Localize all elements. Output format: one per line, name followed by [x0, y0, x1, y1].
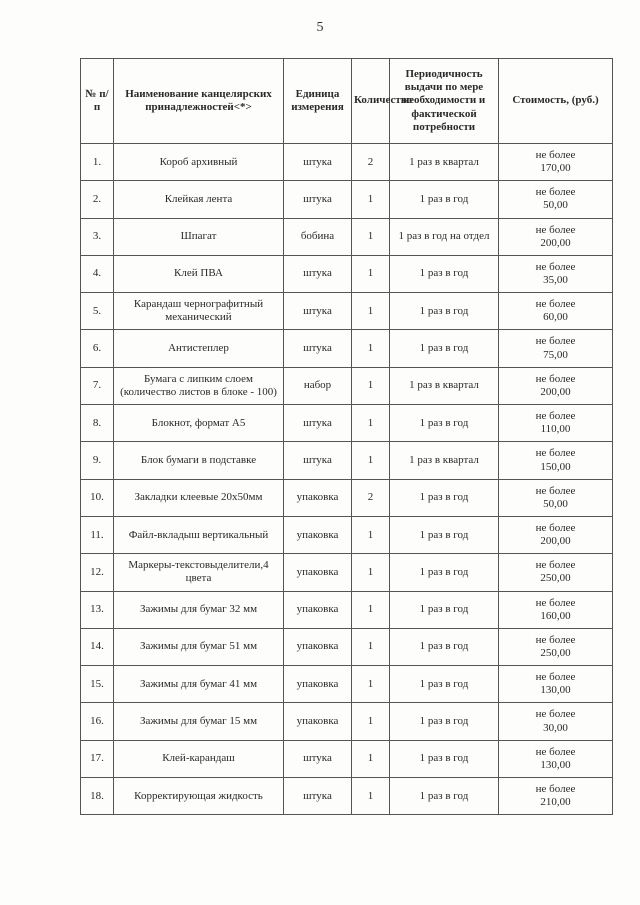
row-number-cell: 16.	[81, 703, 114, 740]
unit-cell: штука	[284, 740, 352, 777]
quantity-cell: 1	[352, 740, 390, 777]
cost-cell	[499, 778, 613, 815]
table-header-row	[81, 59, 613, 144]
row-number-cell: 7.	[81, 367, 114, 404]
cost-cell	[499, 367, 613, 404]
quantity-cell: 1	[352, 703, 390, 740]
cost-cell	[499, 181, 613, 218]
row-number-cell: 15.	[81, 666, 114, 703]
cost-prefix: не более	[535, 260, 576, 273]
cost-prefix: не более	[535, 223, 576, 236]
quantity-cell: 1	[352, 628, 390, 665]
cost-prefix: не более	[535, 596, 576, 609]
item-name-cell: Антистеплер	[114, 330, 284, 367]
table-row	[81, 330, 613, 367]
unit-cell: упаковка	[284, 554, 352, 591]
quantity-cell: 1	[352, 516, 390, 553]
unit-cell: штука	[284, 255, 352, 292]
periodicity-cell: 1 раз в квартал	[390, 144, 499, 181]
table-row	[81, 367, 613, 404]
item-name-cell: Закладки клеевые 20х50мм	[114, 479, 284, 516]
cost-cell	[499, 516, 613, 553]
table-row	[81, 591, 613, 628]
periodicity-cell: 1 раз в год	[390, 479, 499, 516]
row-number-cell: 1.	[81, 144, 114, 181]
page-number: 5	[316, 20, 324, 35]
unit-cell: штука	[284, 181, 352, 218]
row-number-cell: 2.	[81, 181, 114, 218]
header-name: Наименование канцелярских принадлежностей<*>	[114, 59, 284, 144]
periodicity-cell: 1 раз в год	[390, 740, 499, 777]
quantity-cell: 1	[352, 255, 390, 292]
cost-cell	[499, 405, 613, 442]
item-name-cell: Зажимы для бумаг 32 мм	[114, 591, 284, 628]
periodicity-cell: 1 раз в год на отдел	[390, 218, 499, 255]
row-number-cell: 11.	[81, 516, 114, 553]
periodicity-cell: 1 раз в год	[390, 255, 499, 292]
cost-value: 200,00	[540, 236, 571, 249]
table-row	[81, 479, 613, 516]
cost-prefix: не более	[535, 148, 576, 161]
item-name-cell: Шпагат	[114, 218, 284, 255]
quantity-cell: 1	[352, 442, 390, 479]
periodicity-cell: 1 раз в год	[390, 778, 499, 815]
header-unit: Единица измерения	[284, 59, 352, 144]
item-name-cell: Файл-вкладыш вертикальный	[114, 516, 284, 553]
row-number-cell: 4.	[81, 255, 114, 292]
header-periodicity: Периодичность выдачи по мере необходимости и фактической потребности	[390, 59, 499, 144]
cost-prefix: не более	[535, 671, 576, 684]
cost-prefix: не более	[535, 633, 576, 646]
cost-value: 150,00	[540, 460, 571, 473]
cost-cell	[499, 442, 613, 479]
item-name-cell: Карандаш чернографитный механический	[114, 293, 284, 330]
table-row	[81, 703, 613, 740]
row-number-cell: 13.	[81, 591, 114, 628]
cost-value: 200,00	[540, 385, 571, 398]
item-name-cell: Клей-карандаш	[114, 740, 284, 777]
cost-cell	[499, 666, 613, 703]
cost-value: 130,00	[540, 684, 571, 697]
cost-cell	[499, 554, 613, 591]
periodicity-cell: 1 раз в год	[390, 330, 499, 367]
unit-cell: набор	[284, 367, 352, 404]
table-row	[81, 740, 613, 777]
table-row	[81, 218, 613, 255]
periodicity-cell: 1 раз в квартал	[390, 367, 499, 404]
cost-value: 250,00	[540, 572, 571, 585]
header-quantity: Количество	[352, 59, 390, 144]
row-number-cell: 17.	[81, 740, 114, 777]
quantity-cell: 1	[352, 367, 390, 404]
periodicity-cell: 1 раз в год	[390, 516, 499, 553]
row-number-cell: 18.	[81, 778, 114, 815]
item-name-cell: Зажимы для бумаг 51 мм	[114, 628, 284, 665]
unit-cell: упаковка	[284, 628, 352, 665]
cost-cell	[499, 703, 613, 740]
periodicity-cell: 1 раз в год	[390, 293, 499, 330]
quantity-cell: 1	[352, 330, 390, 367]
cost-prefix: не более	[535, 298, 576, 311]
cost-prefix: не более	[535, 559, 576, 572]
row-number-cell: 14.	[81, 628, 114, 665]
cost-value: 60,00	[543, 311, 568, 324]
cost-prefix: не более	[535, 410, 576, 423]
header-cost: Стоимость, (руб.)	[499, 59, 613, 144]
quantity-cell: 1	[352, 778, 390, 815]
table-row	[81, 442, 613, 479]
item-name-cell: Блок бумаги в подставке	[114, 442, 284, 479]
row-number-cell: 5.	[81, 293, 114, 330]
unit-cell: упаковка	[284, 479, 352, 516]
row-number-cell: 3.	[81, 218, 114, 255]
unit-cell: штука	[284, 330, 352, 367]
quantity-cell: 2	[352, 144, 390, 181]
periodicity-cell: 1 раз в год	[390, 666, 499, 703]
unit-cell: упаковка	[284, 516, 352, 553]
cost-cell	[499, 591, 613, 628]
cost-cell	[499, 218, 613, 255]
cost-prefix: не более	[535, 484, 576, 497]
item-name-cell: Маркеры-текстовыделители,4 цвета	[114, 554, 284, 591]
periodicity-cell: 1 раз в квартал	[390, 442, 499, 479]
table-row	[81, 628, 613, 665]
unit-cell: упаковка	[284, 591, 352, 628]
periodicity-cell: 1 раз в год	[390, 628, 499, 665]
row-number-cell: 12.	[81, 554, 114, 591]
quantity-cell: 1	[352, 591, 390, 628]
header-number: № п/п	[81, 59, 114, 144]
table-row	[81, 405, 613, 442]
table-row	[81, 516, 613, 553]
cost-cell	[499, 293, 613, 330]
unit-cell: упаковка	[284, 703, 352, 740]
cost-value: 170,00	[540, 162, 571, 175]
periodicity-cell: 1 раз в год	[390, 591, 499, 628]
cost-cell	[499, 255, 613, 292]
cost-prefix: не более	[535, 447, 576, 460]
item-name-cell: Корректирующая жидкость	[114, 778, 284, 815]
unit-cell: упаковка	[284, 666, 352, 703]
cost-value: 30,00	[543, 721, 568, 734]
cost-value: 250,00	[540, 647, 571, 659]
item-name-cell: Короб архивный	[114, 144, 284, 181]
cost-cell	[499, 330, 613, 367]
cost-prefix: не более	[535, 335, 576, 348]
cost-prefix: не более	[535, 372, 576, 385]
item-name-cell: Клей ПВА	[114, 255, 284, 292]
row-number-cell: 8.	[81, 405, 114, 442]
unit-cell: штука	[284, 405, 352, 442]
quantity-cell: 1	[352, 293, 390, 330]
quantity-cell: 1	[352, 405, 390, 442]
periodicity-cell: 1 раз в год	[390, 181, 499, 218]
item-name-cell: Зажимы для бумаг 41 мм	[114, 666, 284, 703]
cost-value: 35,00	[543, 274, 568, 287]
cost-value: 130,00	[540, 758, 571, 771]
table-row	[81, 293, 613, 330]
cost-cell	[499, 628, 613, 665]
cost-cell	[499, 740, 613, 777]
unit-cell: штука	[284, 293, 352, 330]
item-name-cell: Зажимы для бумаг 15 мм	[114, 703, 284, 740]
cost-value: 75,00	[543, 348, 568, 361]
table-row	[81, 144, 613, 181]
unit-cell: штука	[284, 778, 352, 815]
periodicity-cell: 1 раз в год	[390, 405, 499, 442]
supplies-table	[80, 58, 613, 815]
periodicity-cell: 1 раз в год	[390, 703, 499, 740]
cost-value: 110,00	[540, 423, 571, 436]
unit-cell: бобина	[284, 218, 352, 255]
cost-prefix: не более	[535, 708, 576, 721]
quantity-cell: 1	[352, 554, 390, 591]
periodicity-cell: 1 раз в год	[390, 554, 499, 591]
cost-prefix: не более	[535, 783, 576, 795]
row-number-cell: 10.	[81, 479, 114, 516]
table-row	[81, 554, 613, 591]
quantity-cell: 1	[352, 218, 390, 255]
quantity-cell: 1	[352, 666, 390, 703]
table-body	[81, 144, 613, 815]
cost-value: 160,00	[540, 609, 571, 622]
cost-value: 50,00	[543, 497, 568, 510]
table-row	[81, 181, 613, 218]
row-number-cell: 6.	[81, 330, 114, 367]
table-row	[81, 255, 613, 292]
cost-value: 200,00	[540, 535, 571, 548]
cost-value: 50,00	[543, 199, 568, 212]
quantity-cell: 2	[352, 479, 390, 516]
item-name-cell: Блокнот, формат А5	[114, 405, 284, 442]
item-name-cell: Бумага с липким слоем (количество листов в блоке - 100)	[114, 367, 284, 404]
cost-cell	[499, 479, 613, 516]
row-number-cell: 9.	[81, 442, 114, 479]
table-row	[81, 666, 613, 703]
cost-prefix: не более	[535, 186, 576, 199]
cost-value: 210,00	[540, 796, 571, 809]
unit-cell: штука	[284, 144, 352, 181]
quantity-cell: 1	[352, 181, 390, 218]
table-row	[81, 778, 613, 815]
cost-cell	[499, 144, 613, 181]
cost-prefix: не более	[535, 745, 576, 758]
unit-cell: штука	[284, 442, 352, 479]
item-name-cell: Клейкая лента	[114, 181, 284, 218]
cost-prefix: не более	[535, 521, 576, 534]
